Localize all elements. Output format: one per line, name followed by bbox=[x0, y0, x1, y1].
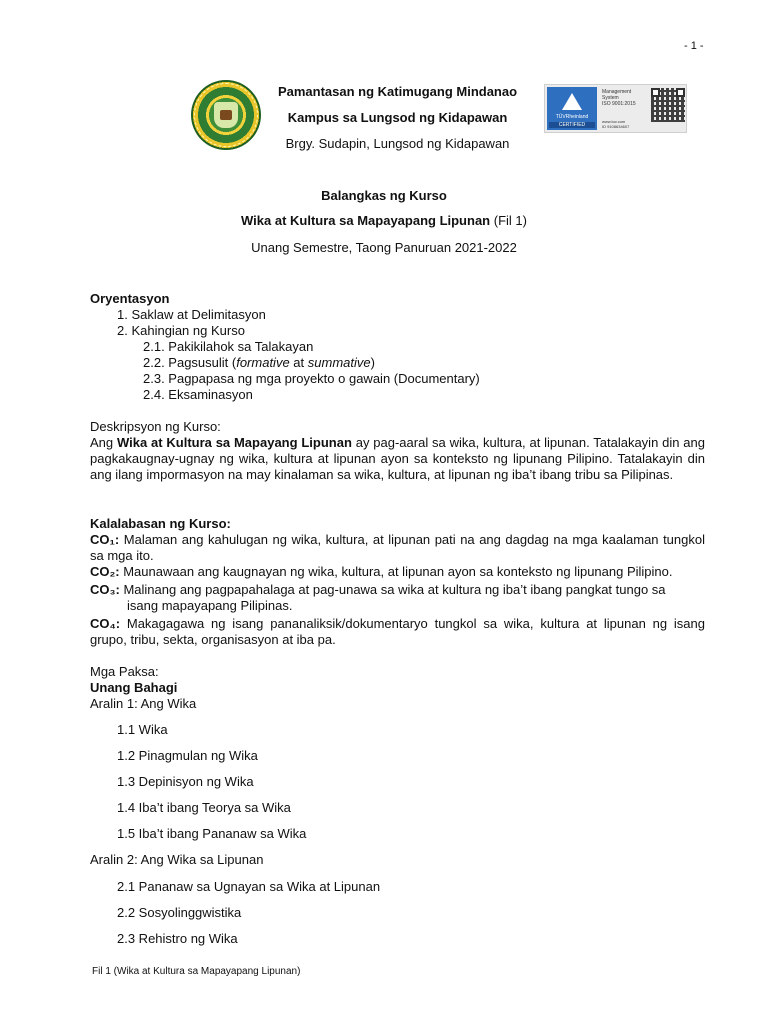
course-title: Wika at Kultura sa Mapayapang Lipunan (Fil 1) bbox=[241, 213, 527, 228]
description-heading: Deskripsyon ng Kurso: bbox=[90, 419, 221, 434]
lesson-1-item: 1.3 Depinisyon ng Wika bbox=[117, 774, 254, 789]
lesson-1-item: 1.2 Pinagmulan ng Wika bbox=[117, 748, 258, 763]
lesson-1-title: Aralin 1: Ang Wika bbox=[90, 696, 197, 711]
lesson-2-item: 2.1 Pananaw sa Ugnayan sa Wika at Lipunan bbox=[117, 879, 381, 894]
orientation-item-2: 2. Kahingian ng Kurso bbox=[117, 323, 245, 338]
page-footer: Fil 1 (Wika at Kultura sa Mapayapang Lipunan) bbox=[92, 966, 301, 977]
semester-line: Unang Semestre, Taong Panuruan 2021-2022 bbox=[251, 240, 517, 255]
orientation-sub-3: 2.3. Pagpapasa ng mga proyekto o gawain (Documentary) bbox=[143, 371, 480, 386]
topics-heading: Mga Paksa: bbox=[90, 664, 159, 679]
outline-title: Balangkas ng Kurso bbox=[321, 188, 447, 203]
orientation-heading: Oryentasyon bbox=[90, 291, 170, 306]
lesson-2-item: 2.3 Rehistro ng Wika bbox=[117, 931, 238, 946]
outcome-co2: CO₂: Maunawaan ang kaugnayan ng wika, kultura, at lipunan ayon sa konteksto ng lipunang Pilipino. bbox=[90, 564, 673, 579]
qr-code-icon bbox=[651, 88, 685, 122]
lesson-1-item: 1.4 Iba’t ibang Teorya sa Wika bbox=[117, 800, 291, 815]
orientation-sub-2: 2.2. Pagsusulit (formative at summative) bbox=[143, 355, 375, 370]
orientation-sub-4: 2.4. Eksaminasyon bbox=[143, 387, 253, 402]
orientation-sub-1: 2.1. Pakikilahok sa Talakayan bbox=[143, 339, 314, 354]
lesson-2-item: 2.2 Sosyolinggwistika bbox=[117, 905, 242, 920]
part-heading: Unang Bahagi bbox=[90, 680, 178, 695]
lesson-1-item: 1.1 Wika bbox=[117, 722, 168, 737]
campus-address: Brgy. Sudapin, Lungsod ng Kidapawan bbox=[285, 136, 510, 151]
university-name: Pamantasan ng Katimugang Mindanao bbox=[277, 84, 518, 99]
description-paragraph: Ang Wika at Kultura sa Mapayang Lipunan ay pag-aaral sa wika, kultura, at lipunan. Tatalakayin din ang pagkakaugnay-ugnay ng wika, kultura at lipunan ayon sa konteksto ng lipunang Pilipino. Tatalakayin din ang ilang impormasyon na may kinalaman sa wika, kultura, at lipunan ng iba’t ibang tribu sa Pilipinas. bbox=[90, 435, 705, 482]
lesson-2-title: Aralin 2: Ang Wika sa Lipunan bbox=[90, 852, 264, 867]
lesson-1-item: 1.5 Iba’t ibang Pananaw sa Wika bbox=[117, 826, 307, 841]
tuv-logo-icon: TÜVRheinland CERTIFIED bbox=[547, 87, 597, 130]
iso-certification-badge: TÜVRheinland CERTIFIED Management System ISO 9001:2015 www.tuv.com ID 9108634607 bbox=[544, 84, 687, 133]
outcome-co4: CO₄: Makagagawa ng isang pananaliksik/dokumentaryo tungkol sa wika, kultura at lipunan ng isang grupo, tribu, sekta, organisasyon at iba pa. bbox=[90, 616, 705, 647]
campus-name: Kampus sa Lungsod ng Kidapawan bbox=[287, 110, 508, 125]
outcome-co1: CO₁: Malaman ang kahulugan ng wika, kultura, at lipunan pati na ang dagdag na mga kaalaman tungkol sa mga ito. bbox=[90, 532, 705, 563]
outcomes-heading: Kalalabasan ng Kurso: bbox=[90, 516, 231, 531]
page-number: - 1 - bbox=[684, 40, 704, 52]
outcome-co3: CO₃: Malinang ang pagpapahalaga at pag-unawa sa wika at kultura ng iba’t ibang pangkat tungo sa bbox=[90, 582, 666, 597]
orientation-item-1: 1. Saklaw at Delimitasyon bbox=[117, 307, 266, 322]
outcome-co3-continuation: isang mapayapang Pilipinas. bbox=[127, 598, 293, 613]
